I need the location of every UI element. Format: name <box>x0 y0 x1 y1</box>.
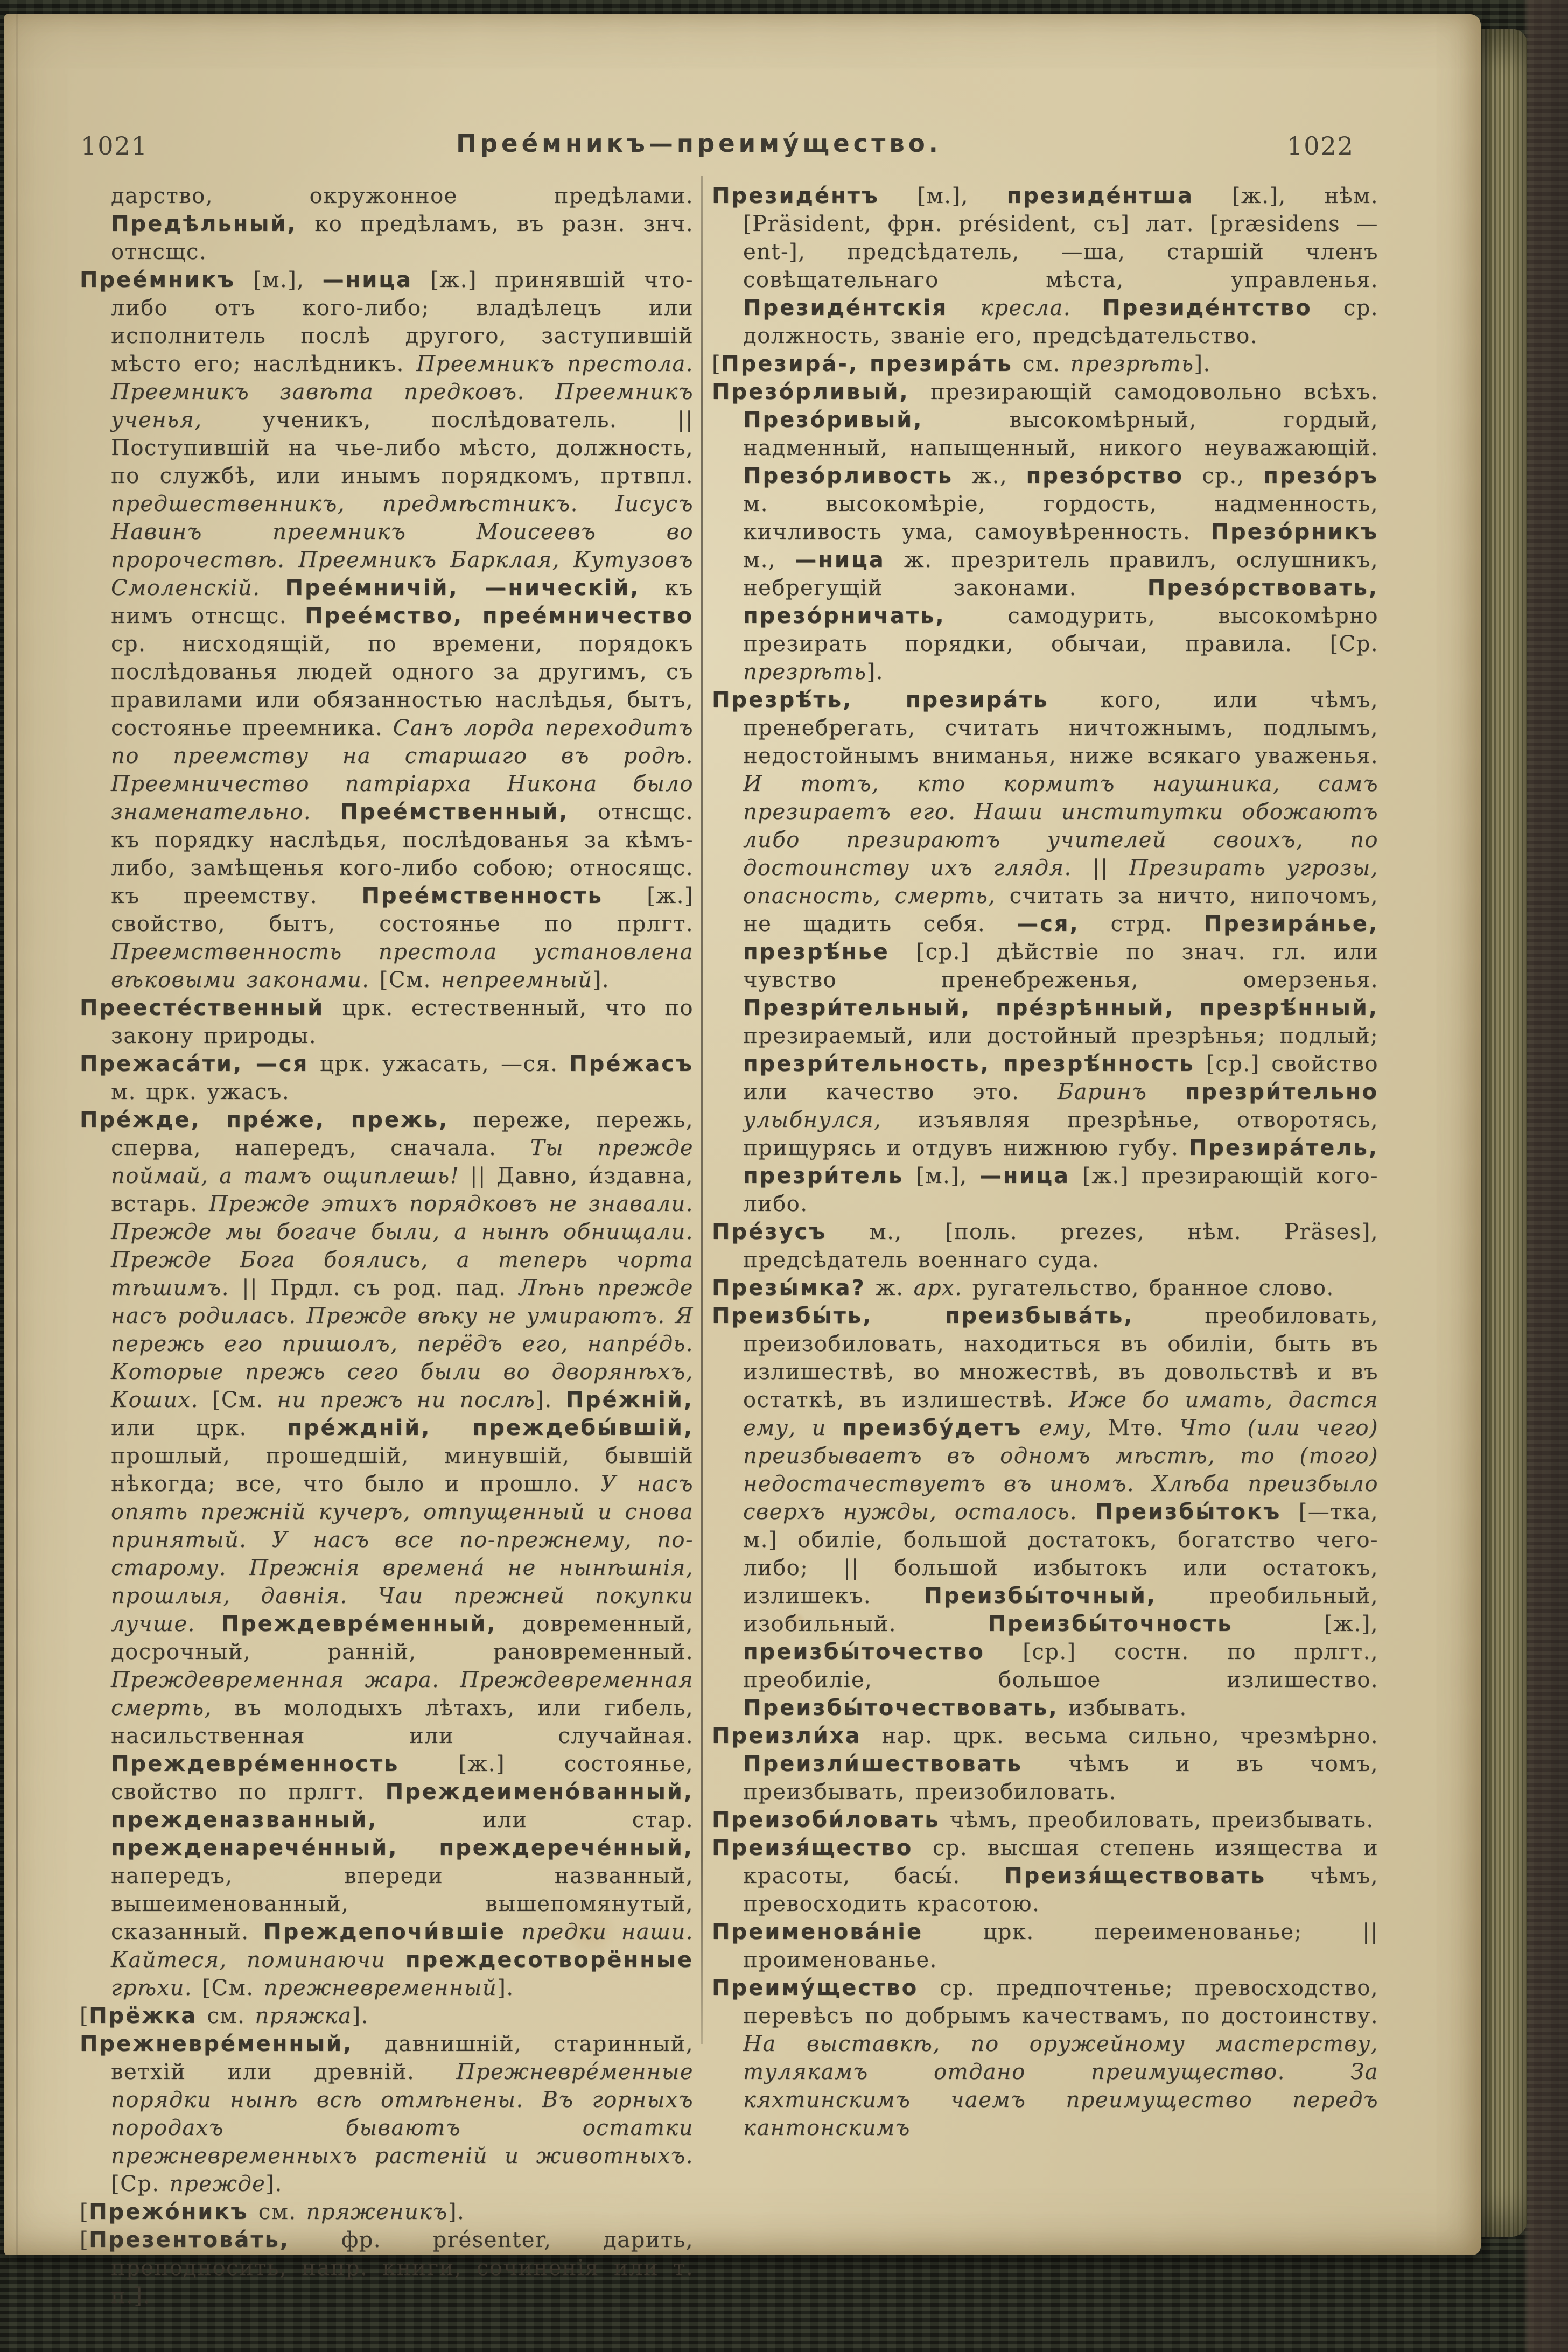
text-run: Преизли́ха <box>712 1724 862 1748</box>
text-run: [ <box>80 2228 89 2252</box>
page-number-left: 1021 <box>81 131 149 160</box>
text-run: Презо́рливый, <box>712 380 909 404</box>
text-run: [ж.] принявшій что-либо отъ кого-либо; владѣлецъ или исполнитель послѣ другого, заступившій мѣсто его; наслѣдникъ. <box>111 268 694 376</box>
text-run: Мтѳ. <box>1108 1416 1180 1440</box>
text-run: Санъ лорда переходитъ по преемству на старшаго въ родѣ. Преемничество патріарха Никона было знаменательно. <box>111 716 694 824</box>
text-run: Пре́жде, пре́же, прежь, <box>80 1108 449 1132</box>
text-run: Презы́мка? <box>712 1276 866 1300</box>
text-run: Лѣнь прежде насъ родилась. Прежде вѣку не умираютъ. Я пережь его пришолъ, перёдъ его, напре́дь. Которые прежь сего были во дворянѣхъ, Коших. <box>111 1276 694 1412</box>
text-run: Преизбы́точный, <box>924 1584 1157 1608</box>
dictionary-entry <box>80 182 694 266</box>
text-run: ]. <box>866 660 884 684</box>
dictionary-page <box>4 14 1481 2308</box>
dictionary-entry <box>80 2226 694 2310</box>
text-run: ж., <box>953 464 1026 488</box>
text-run: ср. должность, званіе его, предсѣдательство. <box>743 296 1378 348</box>
text-run: [ж.] презирающій кого-либо. <box>743 1164 1378 1216</box>
text-run: Прежде этихъ порядковъ не знавали. Прежде мы богаче были, а нынѣ обнищали. Прежде Бога боялись, а теперь чорта тѣшимъ. <box>111 1192 694 1300</box>
text-run: см. <box>1012 352 1070 376</box>
text-run: стрд. <box>1079 912 1204 936</box>
dictionary-entry <box>80 266 694 994</box>
text-run: кого, или чѣмъ, пренебрегать, считать ничтожнымъ, подлымъ, недостойнымъ вниманья, ниже всякаго уваженья. <box>743 688 1378 768</box>
text-run: Презо́рствовать, презо́рничать, <box>743 576 1378 628</box>
dictionary-entry <box>80 2198 694 2226</box>
text-run: ср., <box>1183 464 1264 488</box>
text-run: ср. высшая степень изящества и красоты, басы́. <box>743 1836 1378 1888</box>
dictionary-entry <box>712 1274 1378 1302</box>
column-divider-rule <box>701 176 703 2044</box>
text-run: отнсщс. къ порядку наслѣдья, послѣдованья за кѣмъ-либо, замѣщенья кого-либо собою; относящс. къ преемству. <box>111 800 694 908</box>
text-run: м., [поль. prezes, нѣм. Präses], предсѣдатель военнаго суда. <box>743 1220 1378 1272</box>
dictionary-entry <box>712 1918 1378 1974</box>
text-run: ругательство, бранное слово. <box>962 1276 1334 1300</box>
dictionary-entry <box>712 1806 1378 1834</box>
text-run: грѣхи. <box>111 1976 202 2000</box>
text-run: Прее́мство, прее́мничество <box>305 604 694 628</box>
page-crease <box>16 14 18 2255</box>
text-run: Преемникъ престола. Преемникъ завѣта предковъ. Преемникъ ученья, <box>111 352 694 432</box>
text-run: У насъ опять прежній кучеръ, отпущенный и снова принятый. У насъ все по-прежнему, по-старому. Прежнія времена́ не нынѣшнія, прошлыя, давнія. Чаи прежней покупки лучше. <box>111 1472 694 1636</box>
text-run: Презо́рникъ <box>1210 520 1378 544</box>
text-run: Преждевре́менность <box>111 1752 400 1776</box>
text-run: Презира́-, презира́ть <box>721 352 1013 376</box>
text-run: На выставкѣ, по оружейному мастерству, тулякамъ отдано преимущество. За кяхтинскимъ чаемъ преимущество передъ кантонскимъ <box>743 2032 1378 2140</box>
text-run: или црк. <box>111 1416 288 1440</box>
text-run: Преесте́ственный <box>80 996 325 1020</box>
text-run: Прежаса́ти, —ся <box>80 1052 309 1076</box>
text-run: [ж.], нѣм. [Präsident, фрн. président, съ] лат. [præsidens —ent-], предсѣдатель, —ша, старшій членъ совѣщательнаго мѣста, управленья. <box>743 184 1378 292</box>
text-run: презо́ръ <box>1263 464 1378 488</box>
text-run: [Ср. <box>111 2172 170 2196</box>
text-run: ж. <box>865 1276 914 1300</box>
dictionary-entry <box>80 1106 694 2002</box>
text-run: дарство, окружонное предѣлами. <box>111 184 694 208</box>
text-run: Президе́нтскія <box>743 296 981 320</box>
text-run: ср. нисходящій, по времени, порядокъ послѣдованья людей одного за другимъ, съ правилами или обязанностью наслѣдья, бытъ, состоянье преемника. <box>111 632 694 740</box>
text-run: м. црк. ужасъ. <box>111 1080 290 1104</box>
text-run: презри́тельно <box>1185 1080 1378 1104</box>
text-run: къ нимъ отнсщс. <box>111 576 694 628</box>
text-run: Пре́жасъ <box>569 1052 694 1076</box>
text-run: Преизли́шествовать <box>743 1752 1023 1776</box>
text-run: прошлый, прошедшій, минувшій, бывшій нѣкогда; все, что было и прошло. <box>111 1444 694 1496</box>
text-run: считать за ничто, нипочомъ, не щадить себя. <box>743 884 1378 936</box>
text-run: пряжка <box>255 2004 352 2028</box>
text-run: [См. <box>202 1976 264 2000</box>
text-run: ]. <box>265 2172 283 2196</box>
text-run: Преизбы́ть, преизбыва́ть, <box>712 1304 1134 1328</box>
text-run: [См. <box>212 1388 277 1412</box>
text-run: непреемный <box>441 968 593 992</box>
text-run: Прежо́никъ <box>89 2200 249 2224</box>
text-run: ]. <box>1194 352 1211 376</box>
text-run: пре́ждній, преждебы́вшій, <box>287 1416 694 1440</box>
text-run: Презентова́ть, <box>89 2228 290 2252</box>
dictionary-entry <box>712 378 1378 686</box>
text-run: —ница <box>795 548 885 572</box>
text-run: м. высокомѣріе, гордость, надменность, кичливость ума, самоувѣренность. <box>743 492 1378 544</box>
text-run: ни прежъ ни послѣ <box>277 1388 536 1412</box>
running-title: Прее́мникъ—преиму́щество. <box>456 129 942 158</box>
text-run: презри́тельность, презрѣ́нность <box>743 1052 1195 1076</box>
text-run: Преизоби́ловать <box>712 1808 940 1832</box>
text-run: Предѣльный, <box>111 212 297 236</box>
dictionary-entry <box>712 1218 1378 1274</box>
text-run: см. <box>197 2004 255 2028</box>
page-number-right: 1022 <box>1287 131 1355 160</box>
text-run: въ молодыхъ лѣтахъ, или гибель, насильственная или случайная. <box>111 1696 694 1748</box>
text-run: напередъ, впереди названный, вышеименованный, вышепомянутый, сказанный. <box>111 1864 694 1944</box>
text-run: избывать. <box>1058 1696 1187 1720</box>
text-run: Преизя́щество <box>712 1836 913 1860</box>
text-run: Преждепочи́вшіе <box>263 1920 522 1944</box>
text-run: Прежневре́менный, <box>80 2032 353 2056</box>
dictionary-entry <box>80 2030 694 2198</box>
text-run: предшественникъ, предмѣстникъ. Іисусъ Навинъ преемникъ Моисеевъ во пророчествѣ. Преемникъ Барклая, Кутузовъ Смоленскій. <box>111 492 694 600</box>
text-run: [ <box>80 2200 89 2224</box>
text-run: ж. презритель правилъ, ослушникъ, небрегущій законами. <box>743 548 1378 600</box>
text-run: Преизя́ществовать <box>1004 1864 1266 1888</box>
text-run: Прее́мственность <box>361 884 603 908</box>
text-run: Преизбы́токъ <box>1095 1500 1282 1524</box>
text-run: Баринъ <box>1057 1080 1185 1104</box>
dictionary-entry <box>712 1974 1378 2142</box>
text-run: Прежневре́менные порядки нынѣ всѣ отмѣнены. Въ горныхъ породахъ бываютъ остатки прежневременныхъ растеній и животныхъ. <box>111 2060 694 2168</box>
dictionary-entry <box>80 2002 694 2030</box>
text-run: преждесотворённые <box>405 1948 694 1972</box>
text-run: презираемый, или достойный презрѣнья; подлый; <box>743 1024 1378 1048</box>
text-run: Презо́рливость <box>743 464 953 488</box>
text-run: [—тка, м.] обиліе, большой достатокъ, богатство чего-либо; || большой избытокъ или остатокъ, излишекъ. <box>743 1500 1378 1608</box>
text-run: прежневременный <box>263 1976 498 2000</box>
text-run: чѣмъ, превосходить красотою. <box>743 1864 1378 1916</box>
text-run: давнишній, старинный, ветхій или древній. <box>111 2032 694 2084</box>
text-run: Презри́тельный, пре́зрѣнный, презрѣ́нный, <box>743 996 1378 1020</box>
text-run: ему, <box>1039 1416 1108 1440</box>
text-run: Презира́тель, презри́тель <box>743 1136 1378 1188</box>
dictionary-entry <box>80 994 694 1050</box>
text-run: Что (или чего) преизбываетъ въ одномъ мѣстѣ, то (того) недостачествуетъ въ иномъ. Хлѣба преизбыло сверхъ нужды, осталось. <box>743 1416 1379 1524</box>
text-run: презрѣть <box>1070 352 1194 376</box>
text-run: Пре́зусъ <box>712 1220 827 1244</box>
text-run: [ <box>80 2004 89 2028</box>
text-run: ]. <box>535 1388 566 1412</box>
text-run: презо́рство <box>1026 464 1184 488</box>
text-run: ]. <box>447 2200 465 2224</box>
text-run: Преждевременная жара. Преждевременная смерть, <box>111 1668 694 1720</box>
text-run: Прёжка <box>89 2004 198 2028</box>
text-run: Преизбы́точность <box>988 1612 1233 1636</box>
text-run: Прее́мникъ <box>80 268 235 292</box>
dictionary-entry <box>80 1050 694 1106</box>
text-run: Презрѣ́ть, презира́ть <box>712 688 1049 712</box>
dictionary-column-right <box>712 182 1378 2142</box>
text-run: Преизбы́точествовать, <box>743 1696 1059 1720</box>
text-run: ]. <box>497 1976 514 2000</box>
dictionary-entry <box>712 1722 1378 1806</box>
text-run: [ср.] свойство или качество это. <box>743 1052 1378 1104</box>
text-run: ]. <box>592 968 610 992</box>
text-run: нар. црк. весьма сильно, чрезмѣрно. <box>861 1724 1378 1748</box>
text-run: Прее́мничій, —ническій, <box>285 576 640 600</box>
text-run: || Давно, и́здавна, встарь. <box>111 1164 694 1216</box>
text-run: Преждевре́менный, <box>221 1612 497 1636</box>
dictionary-column-left <box>80 182 694 2310</box>
text-run: ученикъ, послѣдователь. || Поступившій на чье-либо мѣсто, должность, по службѣ, или инымъ порядкомъ, пртвпл. <box>111 408 694 488</box>
text-run: Преемственность престола установлена вѣковыми законами. <box>111 940 694 992</box>
text-run: Преиму́щество <box>712 1976 919 2000</box>
text-run: [ж.], <box>1233 1612 1378 1636</box>
text-run: Президе́нтство <box>1102 296 1312 320</box>
text-run: президе́нтша <box>1006 184 1194 208</box>
text-run: прежденарече́нный, преждерече́нный, <box>111 1836 694 1860</box>
text-run: пряженикъ <box>306 2200 448 2224</box>
text-run: [ср.] состн. по прлгт., преобиліе, большое излишество. <box>743 1640 1378 1692</box>
text-run: переже, пережь, сперва, напередъ, сначала. <box>111 1108 694 1160</box>
dictionary-entry <box>712 182 1378 350</box>
text-run: презирающій самодовольно всѣхъ. <box>909 380 1378 404</box>
text-run: или стар. <box>377 1808 694 1832</box>
text-run: [м.], <box>235 268 323 292</box>
text-run: предки наши. Кайтеся, поминаючи <box>111 1920 694 1972</box>
text-run: арх. <box>913 1276 963 1300</box>
text-run: Преждеимено́ванный, прежденазванный, <box>111 1780 694 1832</box>
dictionary-entry <box>712 686 1378 1218</box>
text-run: Прее́мственный, <box>340 800 569 824</box>
text-run: црк. ужасать, —ся. <box>309 1052 570 1076</box>
text-run: преизбу́детъ <box>842 1416 1039 1440</box>
text-run: [м.], <box>879 184 1007 208</box>
text-run: чѣмъ, преобиловать, преизбывать. <box>940 1808 1374 1832</box>
text-run: довременный, досрочный, ранній, рановременный. <box>111 1612 694 1664</box>
text-run: самодурить, высокомѣрно презирать порядки, обычаи, правила. [Ср. <box>743 604 1378 656</box>
text-run: фр. présenter, дарить, преподносить, напр. книги, сочиненія или т. п.]. <box>111 2228 694 2308</box>
text-run: презрѣть <box>743 660 867 684</box>
text-run: прежде <box>169 2172 266 2196</box>
dictionary-entry <box>712 1834 1378 1918</box>
text-run: —ница <box>322 268 412 292</box>
text-run: преобильный, изобильный. <box>743 1584 1378 1636</box>
dictionary-entry <box>712 350 1378 378</box>
text-run: црк. естественный, что по закону природы. <box>111 996 694 1048</box>
text-run: [ж.] свойство, бытъ, состоянье по прлгт. <box>111 884 694 936</box>
dictionary-entry <box>712 1302 1378 1722</box>
text-run: Ты прежде поймай, а тамъ ощиплешь! <box>111 1136 694 1188</box>
text-run: [ <box>712 352 722 376</box>
text-run: црк. переименованье; || проименованье. <box>743 1920 1378 1972</box>
page-stack-edge <box>1478 29 1527 2237</box>
text-run: || Прдл. съ род. пад. <box>242 1276 519 1300</box>
text-run: Презо́ривый, <box>743 408 923 432</box>
text-run: чѣмъ и въ чомъ, преизбывать, преизобиловать. <box>743 1752 1378 1804</box>
text-run: кресла. <box>980 296 1103 320</box>
text-run: м., <box>743 548 795 572</box>
text-run: [См. <box>379 968 441 992</box>
text-run: [м.], <box>904 1164 980 1188</box>
text-run: Пре́жній, <box>565 1388 694 1412</box>
text-run: И тотъ, кто кормитъ наушника, самъ презираетъ его. Наши институтки обожаютъ либо презираютъ учителей своихъ, по достоинству ихъ глядя. || Презирать угрозы, опасность, смерть, <box>743 772 1378 908</box>
text-run: изъявляя презрѣнье, отворотясь, прищурясь и отдувъ нижнюю губу. <box>743 1108 1378 1160</box>
text-run: ]. <box>352 2004 369 2028</box>
text-run: ко предѣламъ, въ разн. знч. отнсщс. <box>111 212 694 264</box>
text-run: улыбнулся, <box>743 1108 918 1132</box>
text-run: [ср.] дѣйствіе по знач. гл. или чувство пренебреженья, омерзенья. <box>743 940 1378 992</box>
text-run: см. <box>248 2200 306 2224</box>
text-run: Президе́нтъ <box>712 184 879 208</box>
text-run: Презира́нье, презрѣ́нье <box>743 912 1379 964</box>
text-run: Иже бо имать, дастся ему, и <box>743 1388 1378 1440</box>
text-run: преизбы́точество <box>743 1640 985 1664</box>
text-run: преобиловать, преизобиловать, находиться въ обиліи, быть въ излишествѣ, во множествѣ, въ довольствѣ и въ остаткѣ, въ излишествѣ. <box>743 1304 1378 1412</box>
text-run: [ж.] состоянье, свойство по прлгт. <box>111 1752 694 1804</box>
text-run: —ся, <box>1017 912 1080 936</box>
text-run: ср. предпочтенье; превосходство, перевѣсъ по добрымъ качествамъ, по достоинству. <box>743 1976 1378 2028</box>
text-run: —ница <box>979 1164 1070 1188</box>
text-run: высокомѣрный, гордый, надменный, напыщенный, никого неуважающій. <box>743 408 1378 460</box>
text-run: Преименова́ніе <box>712 1920 923 1944</box>
